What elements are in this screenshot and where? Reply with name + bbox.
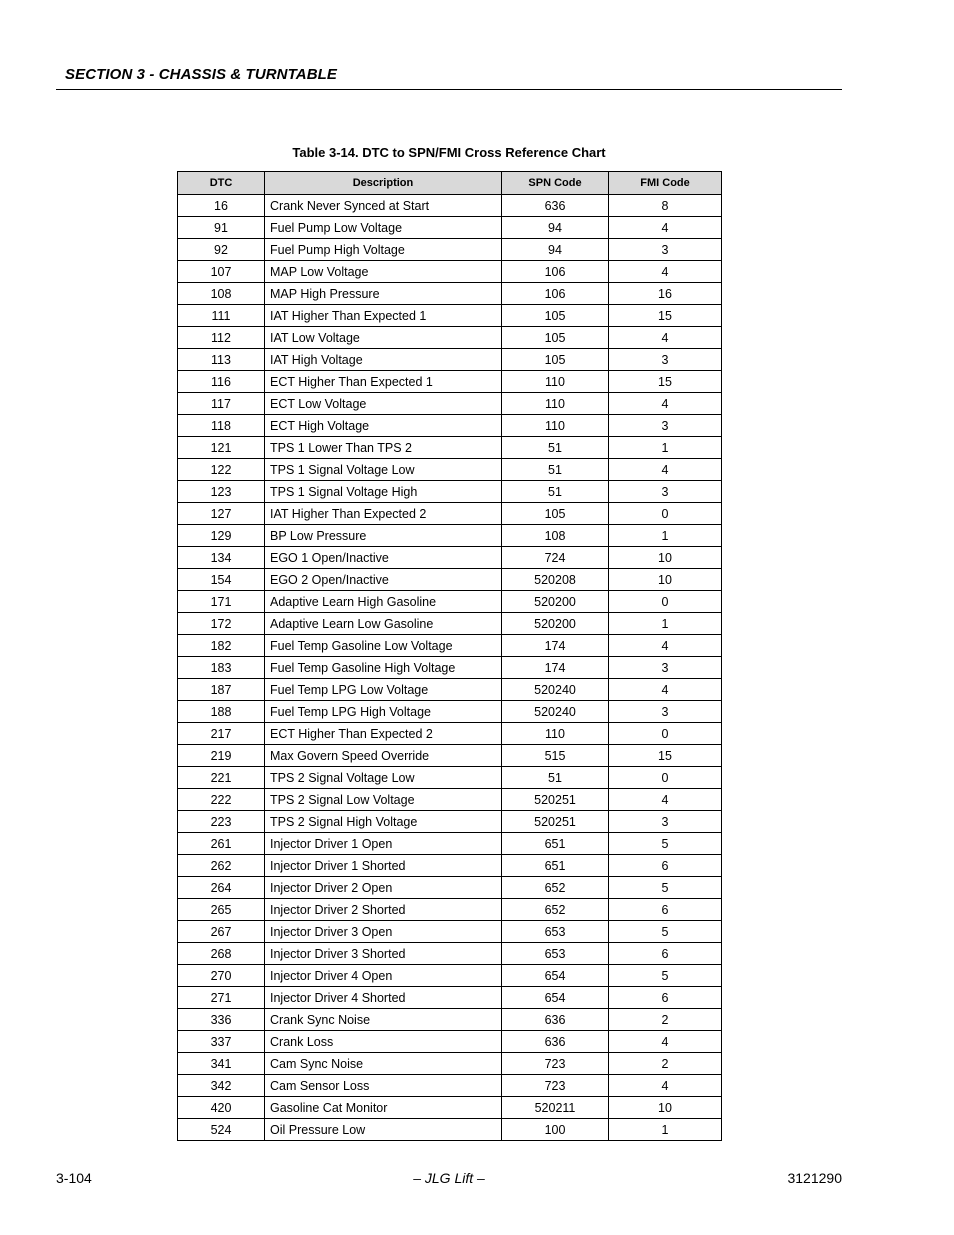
description-cell: Injector Driver 3 Open (265, 921, 502, 943)
fmi-code-cell: 3 (609, 349, 722, 371)
description-cell: Injector Driver 2 Open (265, 877, 502, 899)
table-row (178, 1097, 722, 1119)
description-cell: ECT Low Voltage (265, 393, 502, 415)
description-cell: Injector Driver 2 Shorted (265, 899, 502, 921)
table-row (178, 833, 722, 855)
dtc-cell: 265 (178, 899, 265, 921)
table-row (178, 547, 722, 569)
table-row (178, 569, 722, 591)
table-body (178, 195, 722, 1141)
description-cell: TPS 2 Signal Low Voltage (265, 789, 502, 811)
table-row (178, 767, 722, 789)
table-row (178, 1031, 722, 1053)
dtc-cell: 341 (178, 1053, 265, 1075)
spn-code-cell: 723 (502, 1053, 609, 1075)
table-row (178, 701, 722, 723)
fmi-code-cell: 5 (609, 965, 722, 987)
fmi-code-cell: 0 (609, 767, 722, 789)
table-row (178, 261, 722, 283)
dtc-cell: 270 (178, 965, 265, 987)
footer-publisher: – JLG Lift – (413, 1170, 485, 1186)
description-cell: EGO 2 Open/Inactive (265, 569, 502, 591)
table-row (178, 1053, 722, 1075)
dtc-cell: 154 (178, 569, 265, 591)
fmi-code-cell: 4 (609, 1075, 722, 1097)
table-row (178, 503, 722, 525)
table-row (178, 415, 722, 437)
table-row (178, 437, 722, 459)
table-row (178, 1119, 722, 1141)
dtc-cell: 121 (178, 437, 265, 459)
spn-code-cell: 110 (502, 393, 609, 415)
description-cell: Oil Pressure Low (265, 1119, 502, 1141)
fmi-code-cell: 10 (609, 1097, 722, 1119)
table-row (178, 789, 722, 811)
spn-code-cell: 520240 (502, 679, 609, 701)
table-row (178, 899, 722, 921)
spn-code-cell: 51 (502, 481, 609, 503)
table-row (178, 1009, 722, 1031)
description-cell: Injector Driver 4 Shorted (265, 987, 502, 1009)
description-cell: EGO 1 Open/Inactive (265, 547, 502, 569)
dtc-cell: 116 (178, 371, 265, 393)
dtc-cell: 171 (178, 591, 265, 613)
spn-code-cell: 724 (502, 547, 609, 569)
table-row (178, 635, 722, 657)
dtc-cell: 524 (178, 1119, 265, 1141)
dtc-cell: 118 (178, 415, 265, 437)
fmi-code-cell: 0 (609, 503, 722, 525)
description-cell: TPS 2 Signal High Voltage (265, 811, 502, 833)
description-cell: Max Govern Speed Override (265, 745, 502, 767)
table-row (178, 877, 722, 899)
description-cell: Crank Never Synced at Start (265, 195, 502, 217)
dtc-cell: 129 (178, 525, 265, 547)
fmi-code-cell: 2 (609, 1009, 722, 1031)
spn-code-cell: 520208 (502, 569, 609, 591)
spn-code-cell: 520200 (502, 613, 609, 635)
spn-code-cell: 652 (502, 877, 609, 899)
description-cell: BP Low Pressure (265, 525, 502, 547)
dtc-cell: 420 (178, 1097, 265, 1119)
spn-code-cell: 520251 (502, 811, 609, 833)
table-row (178, 393, 722, 415)
dtc-cell: 134 (178, 547, 265, 569)
fmi-code-cell: 1 (609, 525, 722, 547)
spn-code-cell: 110 (502, 723, 609, 745)
description-cell: Fuel Temp LPG High Voltage (265, 701, 502, 723)
fmi-code-cell: 3 (609, 811, 722, 833)
table-row (178, 591, 722, 613)
spn-code-cell: 651 (502, 855, 609, 877)
description-cell: TPS 2 Signal Voltage Low (265, 767, 502, 789)
spn-code-cell: 100 (502, 1119, 609, 1141)
fmi-code-cell: 3 (609, 481, 722, 503)
dtc-cell: 113 (178, 349, 265, 371)
dtc-cell: 111 (178, 305, 265, 327)
spn-code-cell: 51 (502, 459, 609, 481)
fmi-code-cell: 4 (609, 261, 722, 283)
table-row (178, 239, 722, 261)
spn-code-cell: 520251 (502, 789, 609, 811)
spn-code-cell: 520211 (502, 1097, 609, 1119)
fmi-code-cell: 15 (609, 745, 722, 767)
dtc-cell: 261 (178, 833, 265, 855)
spn-code-cell: 654 (502, 965, 609, 987)
dtc-cell: 221 (178, 767, 265, 789)
dtc-cell: 112 (178, 327, 265, 349)
table-row (178, 987, 722, 1009)
spn-code-cell: 105 (502, 503, 609, 525)
table-row (178, 305, 722, 327)
table-row (178, 1075, 722, 1097)
spn-code-cell: 105 (502, 327, 609, 349)
dtc-cell: 268 (178, 943, 265, 965)
dtc-cell: 108 (178, 283, 265, 305)
description-cell: Crank Sync Noise (265, 1009, 502, 1031)
spn-code-cell: 636 (502, 195, 609, 217)
document-number: 3121290 (787, 1170, 842, 1186)
table-row (178, 965, 722, 987)
fmi-code-cell: 3 (609, 415, 722, 437)
description-cell: Fuel Temp Gasoline High Voltage (265, 657, 502, 679)
description-cell: Fuel Pump High Voltage (265, 239, 502, 261)
dtc-cell: 91 (178, 217, 265, 239)
table-row (178, 283, 722, 305)
fmi-code-cell: 3 (609, 239, 722, 261)
spn-code-cell: 652 (502, 899, 609, 921)
fmi-code-cell: 6 (609, 943, 722, 965)
spn-code-cell: 110 (502, 415, 609, 437)
dtc-cell: 264 (178, 877, 265, 899)
description-cell: TPS 1 Lower Than TPS 2 (265, 437, 502, 459)
fmi-code-cell: 6 (609, 899, 722, 921)
fmi-code-cell: 5 (609, 833, 722, 855)
table-row (178, 855, 722, 877)
description-cell: Injector Driver 3 Shorted (265, 943, 502, 965)
fmi-code-cell: 10 (609, 547, 722, 569)
fmi-code-cell: 5 (609, 877, 722, 899)
spn-code-cell: 174 (502, 657, 609, 679)
description-cell: Adaptive Learn High Gasoline (265, 591, 502, 613)
dtc-cell: 223 (178, 811, 265, 833)
table-row (178, 459, 722, 481)
description-cell: Fuel Temp LPG Low Voltage (265, 679, 502, 701)
spn-code-cell: 174 (502, 635, 609, 657)
table-row (178, 745, 722, 767)
fmi-code-cell: 6 (609, 987, 722, 1009)
table-row (178, 921, 722, 943)
fmi-code-cell: 4 (609, 393, 722, 415)
fmi-code-cell: 8 (609, 195, 722, 217)
fmi-code-cell: 0 (609, 723, 722, 745)
table-row (178, 943, 722, 965)
fmi-code-cell: 4 (609, 1031, 722, 1053)
table-row (178, 217, 722, 239)
dtc-cell: 182 (178, 635, 265, 657)
dtc-cell: 172 (178, 613, 265, 635)
dtc-cell: 92 (178, 239, 265, 261)
table-header-row (178, 172, 722, 195)
fmi-code-cell: 4 (609, 459, 722, 481)
spn-code-cell: 520240 (502, 701, 609, 723)
fmi-code-cell: 4 (609, 789, 722, 811)
spn-code-cell: 520200 (502, 591, 609, 613)
fmi-code-cell: 10 (609, 569, 722, 591)
description-cell: IAT Higher Than Expected 2 (265, 503, 502, 525)
header-divider (56, 89, 842, 90)
dtc-cell: 342 (178, 1075, 265, 1097)
description-cell: Fuel Temp Gasoline Low Voltage (265, 635, 502, 657)
fmi-code-cell: 4 (609, 635, 722, 657)
spn-code-cell: 51 (502, 767, 609, 789)
spn-code-cell: 94 (502, 217, 609, 239)
description-cell: Gasoline Cat Monitor (265, 1097, 502, 1119)
table-title: Table 3-14. DTC to SPN/FMI Cross Reference Chart (292, 145, 606, 160)
spn-code-cell: 51 (502, 437, 609, 459)
table-row (178, 195, 722, 217)
description-cell: IAT Low Voltage (265, 327, 502, 349)
fmi-code-cell: 3 (609, 657, 722, 679)
dtc-cell: 219 (178, 745, 265, 767)
page-number: 3-104 (56, 1170, 92, 1186)
table-row (178, 525, 722, 547)
column-header-dtc: DTC (178, 172, 265, 195)
description-cell: Injector Driver 4 Open (265, 965, 502, 987)
table-row (178, 679, 722, 701)
description-cell: Fuel Pump Low Voltage (265, 217, 502, 239)
table-row (178, 349, 722, 371)
dtc-cell: 127 (178, 503, 265, 525)
spn-code-cell: 636 (502, 1031, 609, 1053)
dtc-cell: 267 (178, 921, 265, 943)
dtc-cell: 271 (178, 987, 265, 1009)
fmi-code-cell: 15 (609, 371, 722, 393)
dtc-cell: 222 (178, 789, 265, 811)
spn-code-cell: 108 (502, 525, 609, 547)
description-cell: ECT High Voltage (265, 415, 502, 437)
description-cell: MAP High Pressure (265, 283, 502, 305)
description-cell: IAT High Voltage (265, 349, 502, 371)
column-header-description: Description (265, 172, 502, 195)
spn-code-cell: 110 (502, 371, 609, 393)
description-cell: Injector Driver 1 Open (265, 833, 502, 855)
table-row (178, 481, 722, 503)
table-row (178, 657, 722, 679)
description-cell: Cam Sensor Loss (265, 1075, 502, 1097)
dtc-cross-reference-table (177, 171, 722, 1141)
fmi-code-cell: 16 (609, 283, 722, 305)
dtc-cell: 217 (178, 723, 265, 745)
fmi-code-cell: 4 (609, 679, 722, 701)
spn-code-cell: 94 (502, 239, 609, 261)
dtc-cell: 337 (178, 1031, 265, 1053)
spn-code-cell: 636 (502, 1009, 609, 1031)
description-cell: IAT Higher Than Expected 1 (265, 305, 502, 327)
fmi-code-cell: 5 (609, 921, 722, 943)
table-row (178, 327, 722, 349)
dtc-cell: 262 (178, 855, 265, 877)
description-cell: Adaptive Learn Low Gasoline (265, 613, 502, 635)
fmi-code-cell: 6 (609, 855, 722, 877)
dtc-cell: 117 (178, 393, 265, 415)
dtc-cell: 188 (178, 701, 265, 723)
dtc-cell: 183 (178, 657, 265, 679)
fmi-code-cell: 1 (609, 437, 722, 459)
spn-code-cell: 105 (502, 305, 609, 327)
description-cell: Crank Loss (265, 1031, 502, 1053)
description-cell: MAP Low Voltage (265, 261, 502, 283)
fmi-code-cell: 4 (609, 217, 722, 239)
column-header-fmi-code: FMI Code (609, 172, 722, 195)
fmi-code-cell: 4 (609, 327, 722, 349)
fmi-code-cell: 1 (609, 1119, 722, 1141)
description-cell: Cam Sync Noise (265, 1053, 502, 1075)
spn-code-cell: 654 (502, 987, 609, 1009)
fmi-code-cell: 0 (609, 591, 722, 613)
spn-code-cell: 653 (502, 943, 609, 965)
spn-code-cell: 106 (502, 261, 609, 283)
dtc-cell: 187 (178, 679, 265, 701)
spn-code-cell: 653 (502, 921, 609, 943)
spn-code-cell: 651 (502, 833, 609, 855)
spn-code-cell: 106 (502, 283, 609, 305)
description-cell: TPS 1 Signal Voltage High (265, 481, 502, 503)
fmi-code-cell: 15 (609, 305, 722, 327)
spn-code-cell: 723 (502, 1075, 609, 1097)
table-row (178, 613, 722, 635)
table-row (178, 723, 722, 745)
table-row (178, 371, 722, 393)
spn-code-cell: 105 (502, 349, 609, 371)
description-cell: Injector Driver 1 Shorted (265, 855, 502, 877)
column-header-spn-code: SPN Code (502, 172, 609, 195)
dtc-cell: 336 (178, 1009, 265, 1031)
fmi-code-cell: 2 (609, 1053, 722, 1075)
description-cell: ECT Higher Than Expected 2 (265, 723, 502, 745)
section-title: SECTION 3 - CHASSIS & TURNTABLE (65, 66, 338, 83)
dtc-cell: 123 (178, 481, 265, 503)
spn-code-cell: 515 (502, 745, 609, 767)
dtc-cell: 107 (178, 261, 265, 283)
dtc-cell: 122 (178, 459, 265, 481)
table-row (178, 811, 722, 833)
fmi-code-cell: 1 (609, 613, 722, 635)
description-cell: TPS 1 Signal Voltage Low (265, 459, 502, 481)
description-cell: ECT Higher Than Expected 1 (265, 371, 502, 393)
dtc-cell: 16 (178, 195, 265, 217)
fmi-code-cell: 3 (609, 701, 722, 723)
